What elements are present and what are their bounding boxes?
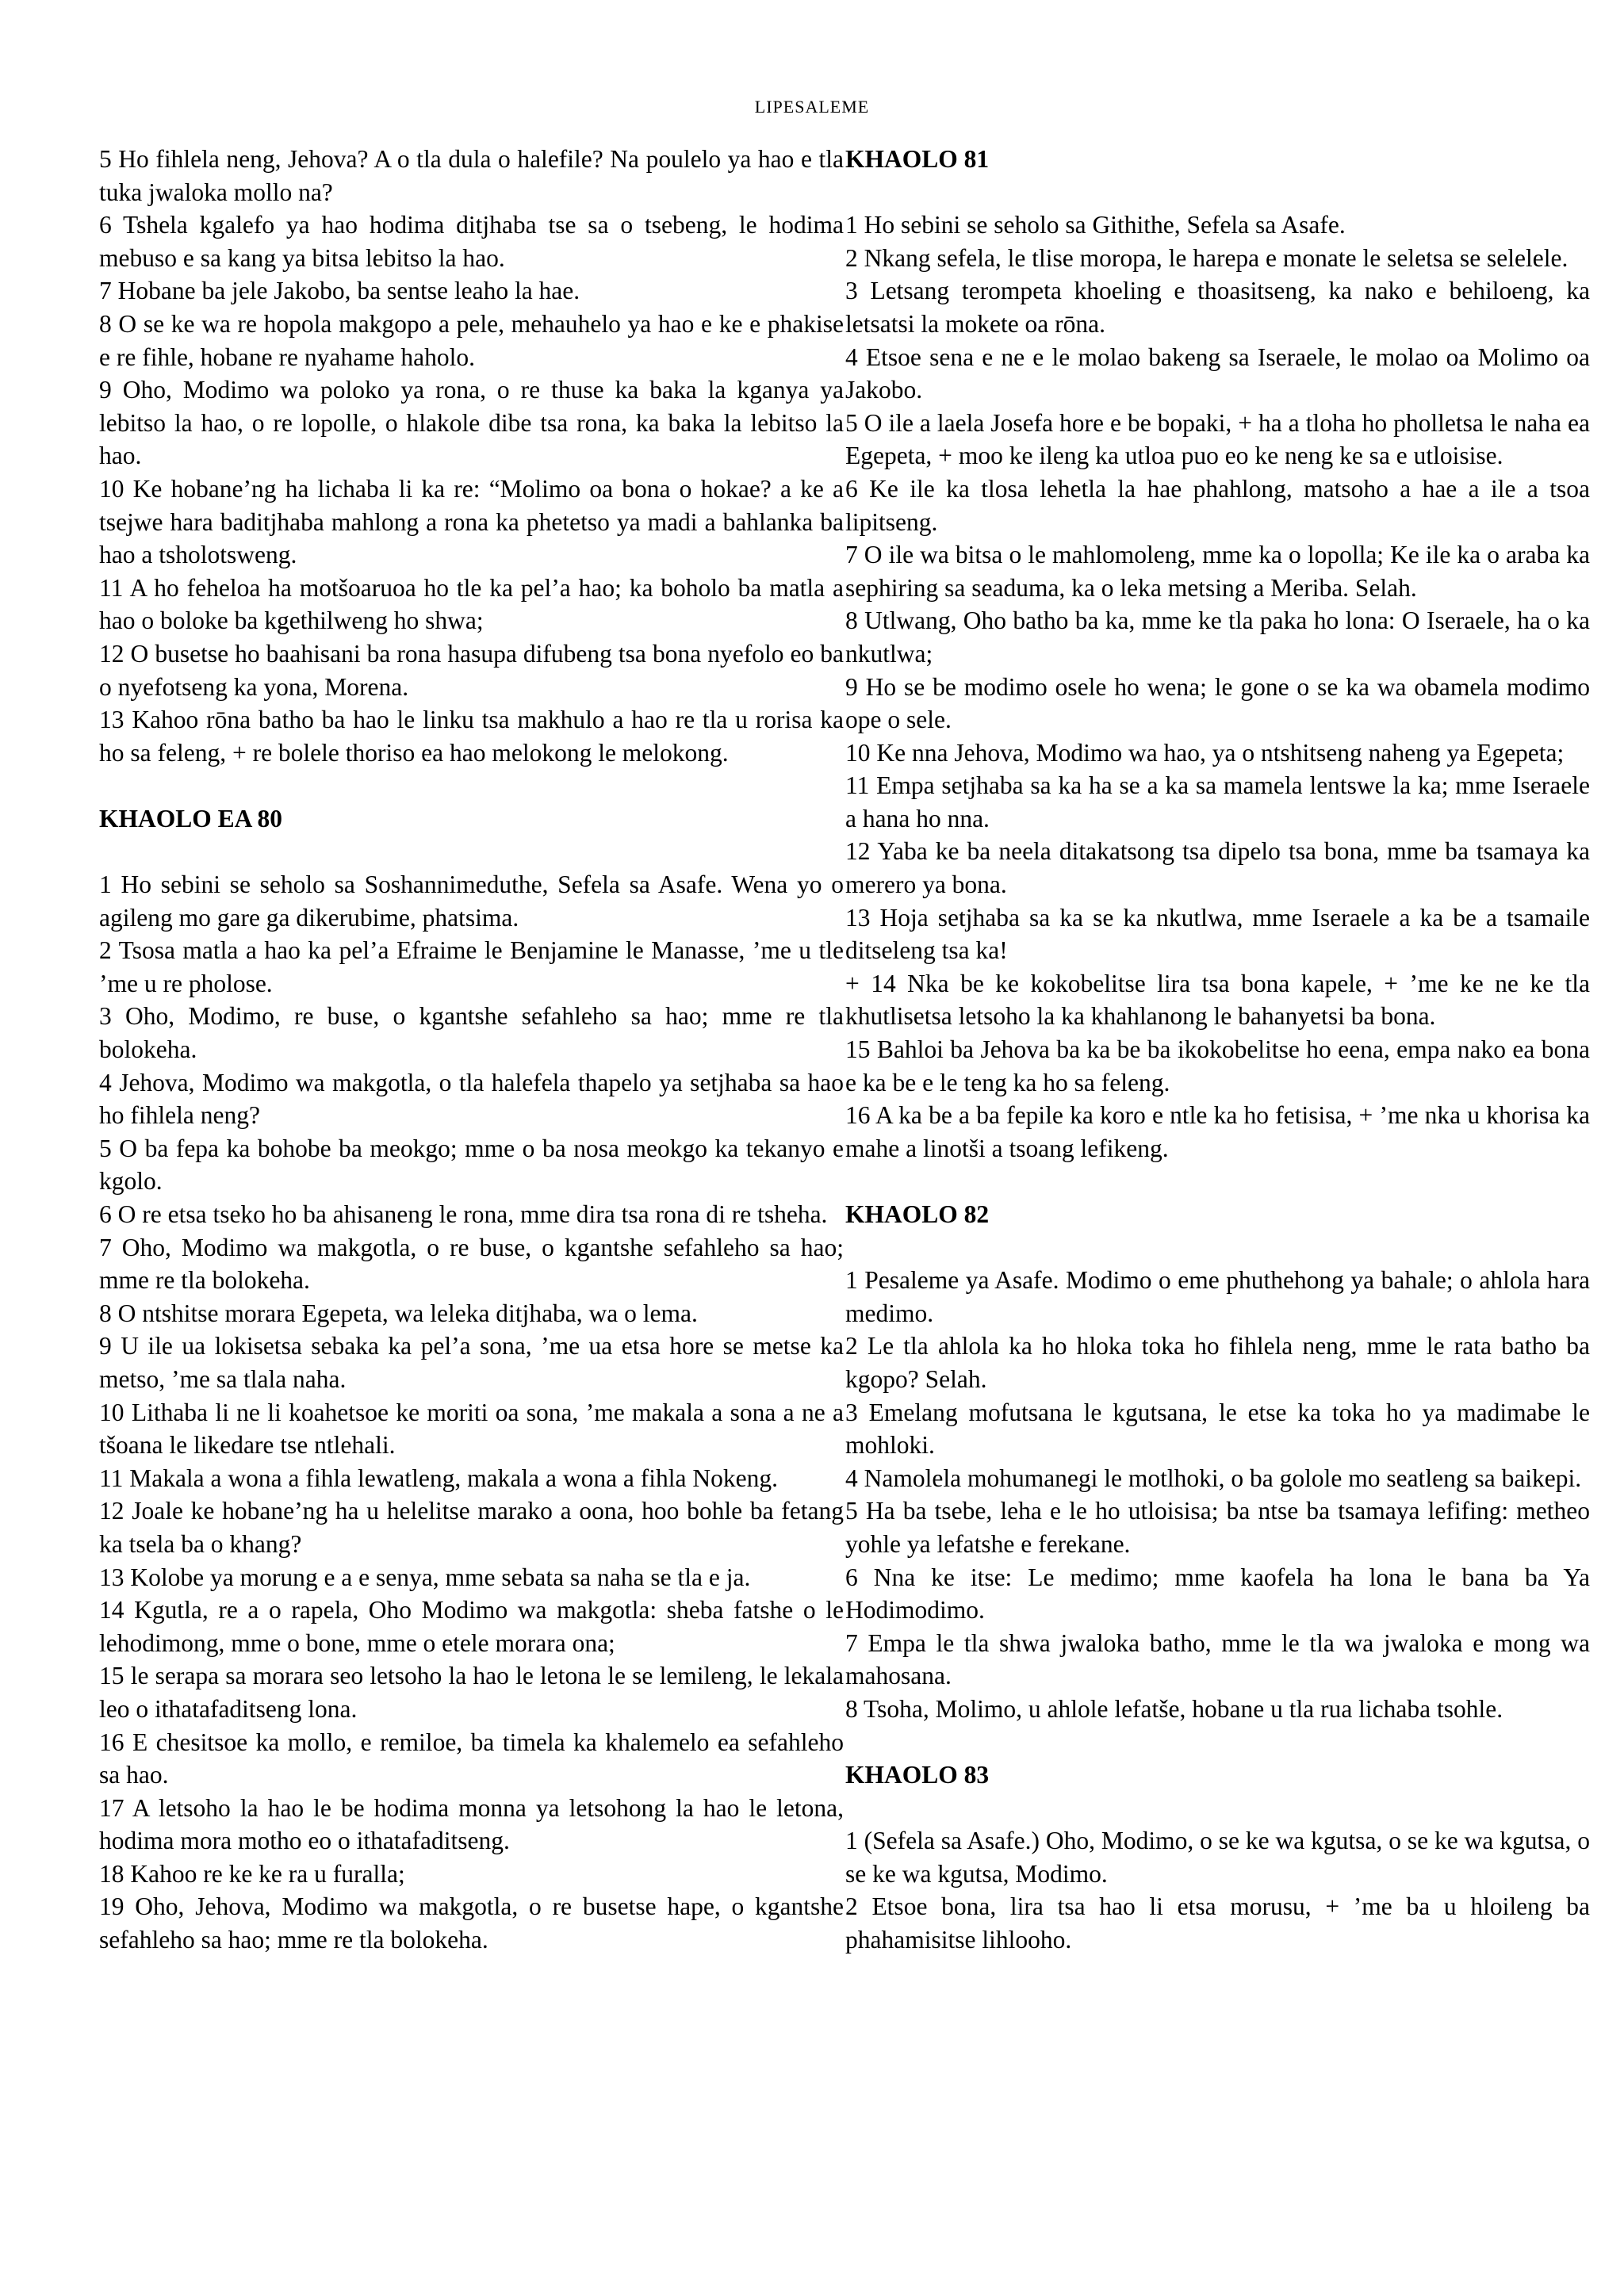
verse: 18 Kahoo re ke ke ra u furalla; <box>99 1859 405 1888</box>
chapter-heading-83: KHAOLO 83 <box>845 1761 990 1789</box>
verse: 9 Ho se be modimo osele ho wena; le gone o se ka wa obamela modimo ope o sele. <box>845 672 1590 734</box>
verse: 1 Ho sebini se seholo sa Githithe, Sefela sa Asafe. <box>845 211 1346 239</box>
verse: 10 Ke nna Jehova, Modimo wa hao, ya o ntshitseng naheng ya Egepeta; <box>845 738 1565 767</box>
verse: 19 Oho, Jehova, Modimo wa makgotla, o re busetse hape, o kgantshe sefahleho sa hao; mme re tla bolokeha. <box>99 1892 844 1954</box>
verse: 7 Empa le tla shwa jwaloka batho, mme le tla wa jwaloka e mong wa mahosana. <box>845 1628 1590 1690</box>
running-head: LIPESALEME <box>754 97 870 117</box>
chapter-79-end <box>99 143 844 769</box>
verse: 13 Kahoo rōna batho ba hao le linku tsa makhulo a hao re tla u rorisa ka ho sa feleng, + re bolele thoriso ea hao melokong le melokong. <box>99 706 844 767</box>
verse: 6 Ke ile ka tlosa lehetla la hae phahlong, matsoho a hae a ile a tsoa lipitseng. <box>845 474 1590 536</box>
verse: 12 O busetse ho baahisani ba rona hasupa difubeng tsa bona nyefolo eo ba o nyefotseng ka yona, Morena. <box>99 639 844 701</box>
verse: 4 Namolela mohumanegi le motlhoki, o ba golole mo seatleng sa baikepi. <box>845 1464 1582 1492</box>
verse: 1 (Sefela sa Asafe.) Oho, Modimo, o se ke wa kgutsa, o se ke wa kgutsa, o se ke wa kgutsa, Modimo. <box>845 1827 1590 1888</box>
verse: 8 Tsoha, Molimo, u ahlole lefatše, hobane u tla rua lichaba tsohle. <box>845 1694 1503 1723</box>
verse: 5 O ba fepa ka bohobe ba meokgo; mme o ba nosa meokgo ka tekanyo e kgolo. <box>99 1134 844 1196</box>
verse: 5 Ho fihlela neng, Jehova? A o tla dula o halefile? Na poulelo ya hao e tla tuka jwaloka mollo na? <box>99 145 844 206</box>
verse: 15 le serapa sa morara seo letsoho la hao le letona le se lemileng, le lekala leo o ithatafaditseng lona. <box>99 1662 844 1723</box>
verse: 8 O ntshitse morara Egepeta, wa leleka ditjhaba, wa o lema. <box>99 1299 698 1327</box>
chapter-82 <box>845 1264 1590 1725</box>
verse: 7 O ile wa bitsa o le mahlomoleng, mme ka o lopolla; Ke ile ka o araba ka sephiring sa seaduma, ka o leka metsing a Meriba. Selah. <box>845 541 1590 602</box>
verse: 10 Ke hobane’ng ha lichaba li ka re: “Molimo oa bona o hokae? a ke a tsejwe hara baditjhaba mahlong a rona ka phetetso ya madi a bahlanka ba hao a tsholotsweng. <box>99 474 844 569</box>
chapter-heading-80: KHAOLO EA 80 <box>99 804 283 832</box>
verse: 6 O re etsa tseko ho ba ahisaneng le rona, mme dira tsa rona di re tsheha. <box>99 1200 828 1228</box>
right-column <box>845 143 1590 1957</box>
verse: 4 Etsoe sena e ne e le molao bakeng sa Iseraele, le molao oa Molimo oa Jakobo. <box>845 342 1590 404</box>
verse: 7 Hobane ba jele Jakobo, ba sentse leaho la hae. <box>99 277 580 305</box>
verse: 14 Kgutla, re a o rapela, Oho Modimo wa makgotla: sheba fatshe o le lehodimong, mme o bone, mme o etele morara ona; <box>99 1596 844 1657</box>
verse: 12 Yaba ke ba neela ditakatsong tsa dipelo tsa bona, mme ba tsamaya ka merero ya bona. <box>845 837 1590 899</box>
verse: 16 E chesitsoe ka mollo, e remiloe, ba timela ka khalemelo ea sefahleho sa hao. <box>99 1728 844 1789</box>
verse: 2 Le tla ahlola ka ho hloka toka ho fihlela neng, mme le rata batho ba kgopo? Selah. <box>845 1332 1590 1393</box>
verse: 6 Tshela kgalefo ya hao hodima ditjhaba tse sa o tsebeng, le hodima mebuso e sa kang ya bitsa lebitso la hao. <box>99 211 844 272</box>
verse: 5 O ile a laela Josefa hore e be bopaki, + ha a tloha ho pholletsa le naha ea Egepeta, + moo ke ileng ka utloa puo eo ke neng ke sa e utloisise. <box>845 408 1590 470</box>
verse: 1 Ho sebini se seholo sa Soshannimeduthe, Sefela sa Asafe. Wena yo o agileng mo gare ga dikerubime, phatsima. <box>99 871 844 932</box>
chapter-heading-82: KHAOLO 82 <box>845 1200 990 1228</box>
verse: 16 A ka be a ba fepile ka koro e ntle ka ho fetisisa, + ’me nka u khorisa ka mahe a linotši a tsoang lefikeng. <box>845 1101 1590 1162</box>
verse: 1 Pesaleme ya Asafe. Modimo o eme phuthehong ya bahale; o ahlola hara medimo. <box>845 1266 1590 1327</box>
verse: 8 Utlwang, Oho batho ba ka, mme ke tla paka ho lona: O Iseraele, ha o ka nkutlwa; <box>845 607 1590 668</box>
verse: 2 Etsoe bona, lira tsa hao li etsa morusu, + ’me ba u hloileng ba phahamisitse lihlooho. <box>845 1892 1590 1954</box>
chapter-83 <box>845 1824 1590 1956</box>
chapter-heading-81: KHAOLO 81 <box>845 145 990 173</box>
verse: 3 Oho, Modimo, re buse, o kgantshe sefahleho sa hao; mme re tla bolokeha. <box>99 1002 844 1064</box>
verse: 3 Letsang terompeta khoeling e thoasitseng, ka nako e behiloeng, ka letsatsi la mokete oa rōna. <box>845 277 1590 338</box>
verse: 11 Makala a wona a fihla lewatleng, makala a wona a fihla Nokeng. <box>99 1464 778 1492</box>
chapter-81 <box>845 209 1590 1165</box>
verse: 15 Bahloi ba Jehova ba ka be ba ikokobelitse ho eena, empa nako ea bona e ka be e le teng ka ho sa feleng. <box>845 1035 1590 1096</box>
verse: 9 Oho, Modimo wa poloko ya rona, o re thuse ka baka la kganya ya lebitso la hao, o re lopolle, o hlakole dibe tsa rona, ka baka la lebitso la hao. <box>99 376 844 470</box>
verse: 7 Oho, Modimo wa makgotla, o re buse, o kgantshe sefahleho sa hao; mme re tla bolokeha. <box>99 1233 844 1295</box>
verse: 3 Emelang mofutsana le kgutsana, le etse ka toka ho ya madimabe le mohloki. <box>845 1398 1590 1460</box>
verse: 13 Hoja setjhaba sa ka se ka nkutlwa, mme Iseraele a ka be a tsamaile ditseleng tsa ka! <box>845 903 1590 965</box>
verse: 13 Kolobe ya morung e a e senya, mme sebata sa naha se tla e ja. <box>99 1563 751 1591</box>
verse: + 14 Nka be ke kokobelitse lira tsa bona kapele, + ’me ke ne ke tla khutlisetsa letsoho la ka khahlanong le bahanyetsi ba bona. <box>845 969 1590 1031</box>
verse: 2 Tsosa matla a hao ka pel’a Efraime le Benjamine le Manasse, ’me u tle ’me u re pholose. <box>99 936 844 997</box>
verse: 6 Nna ke itse: Le medimo; mme kaofela ha lona le bana ba Ya Hodimodimo. <box>845 1563 1590 1624</box>
verse: 12 Joale ke hobane’ng ha u helelitse marako a oona, hoo bohle ba fetang ka tsela ba o khang? <box>99 1497 844 1558</box>
verse: 8 O se ke wa re hopola makgopo a pele, mehauhelo ya hao e ke e phakise e re fihle, hobane re nyahame haholo. <box>99 309 844 371</box>
verse: 11 A ho feheloa ha motšoaruoa ho tle ka pel’a hao; ka boholo ba matla a hao o boloke ba kgethilweng ho shwa; <box>99 573 844 635</box>
verse: 5 Ha ba tsebe, leha e le ho utloisisa; ba ntse ba tsamaya lefifing: metheo yohle ya lefatshe e ferekane. <box>845 1497 1590 1558</box>
verse: 11 Empa setjhaba sa ka ha se a ka sa mamela lentswe la ka; mme Iseraele a hana ho nna. <box>845 771 1590 832</box>
verse: 4 Jehova, Modimo wa makgotla, o tla halefela thapelo ya setjhaba sa hao ho fihlela neng? <box>99 1068 844 1130</box>
chapter-80 <box>99 868 844 1957</box>
verse: 9 U ile ua lokisetsa sebaka ka pel’a sona, ’me ua etsa hore se metse ka metso, ’me sa tlala naha. <box>99 1332 844 1393</box>
verse: 17 A letsoho la hao le be hodima monna ya letsohong la hao le letona, hodima mora motho eo o ithatafaditseng. <box>99 1793 844 1855</box>
verse: 10 Lithaba li ne li koahetsoe ke moriti oa sona, ’me makala a sona a ne a tšoana le likedare tse ntlehali. <box>99 1398 844 1460</box>
left-column <box>99 143 844 1957</box>
verse: 2 Nkang sefela, le tlise moropa, le harepa e monate le seletsa se selelele. <box>845 243 1568 272</box>
